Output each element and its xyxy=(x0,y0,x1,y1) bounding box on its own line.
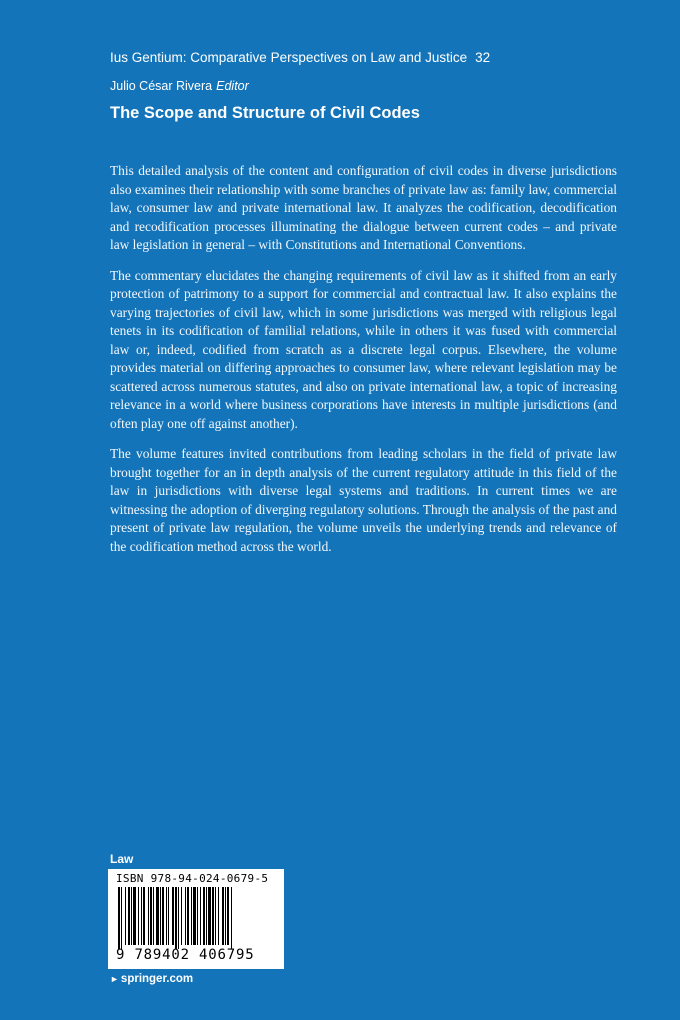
series-name: Ius Gentium: Comparative Perspectives on Law and Justice xyxy=(110,50,468,65)
barcode-bar xyxy=(121,887,122,949)
barcode-bar xyxy=(156,887,159,945)
barcode-bar xyxy=(131,887,132,945)
publisher-url: springer.com xyxy=(120,973,194,985)
barcode-bar xyxy=(166,887,167,945)
barcode-bar xyxy=(125,887,126,945)
barcode-bar xyxy=(133,887,136,945)
barcode-box xyxy=(108,869,284,969)
barcode-bar xyxy=(218,887,219,945)
barcode-bar xyxy=(222,887,224,945)
barcode-bar xyxy=(187,887,189,945)
barcode-bar xyxy=(168,887,169,945)
barcode-bar xyxy=(162,887,164,945)
barcode-bar xyxy=(148,887,149,945)
barcode-bar xyxy=(206,887,207,945)
barcode-bar xyxy=(227,887,229,945)
isbn-label: ISBN 978-94-024-0679-5 xyxy=(116,872,269,885)
subject-label: Law xyxy=(110,852,134,866)
blurb xyxy=(110,162,617,568)
series-volume: 32 xyxy=(475,50,491,65)
barcode-bar xyxy=(150,887,152,945)
blurb-paragraph: This detailed analysis of the content and configuration of civil codes in diverse jurisdictions also examines their relationship with some branches of private law as: family law, commercial law, consumer law and private international law. It analyzes the codification, decodification and recodification processes illuminating the dialogue between current codes – and private law legislation in general – with Constitutions and International Conventions. xyxy=(110,163,617,252)
series-line xyxy=(110,50,490,65)
barcode-bar xyxy=(128,887,130,945)
barcode-bar xyxy=(197,887,198,945)
barcode-bar xyxy=(118,887,120,949)
barcode-bar xyxy=(200,887,201,945)
barcode-bar xyxy=(143,887,145,945)
barcode-bar xyxy=(191,887,192,945)
barcode-bar xyxy=(185,887,186,945)
barcode-image xyxy=(116,887,276,949)
barcode-bar xyxy=(172,887,174,945)
editor-line xyxy=(110,79,249,93)
barcode-bar xyxy=(178,887,179,949)
barcode-bar xyxy=(160,887,161,945)
book-title: The Scope and Structure of Civil Codes xyxy=(110,104,420,122)
barcode-bar xyxy=(225,887,226,945)
barcode-bar xyxy=(175,887,177,949)
barcode-bar xyxy=(212,887,214,945)
arrow-right-icon: ► xyxy=(110,974,119,984)
barcode-bar xyxy=(231,887,232,949)
barcode-bar xyxy=(215,887,216,945)
publisher-link[interactable] xyxy=(110,973,193,985)
barcode-bar xyxy=(181,887,182,945)
barcode-bar xyxy=(141,887,142,945)
ean-number: 9 789402 406795 xyxy=(116,947,255,963)
barcode-bar xyxy=(208,887,211,945)
editor-name: Julio César Rivera xyxy=(110,79,213,93)
blurb-paragraph: The commentary elucidates the changing requirements of civil law as it shifted from an early protection of patrimony to a support for commercial and contractual law. It also explains the varying trajectories of civil law, which in some jurisdictions was merged with religious legal tenets in its codification of familial relations, while in others it was fused with commercial law or, indeed, codified from scratch as a discrete legal corpus. Elsewhere, the volume provides material on differing approaches to consumer law, where relevant legislation may be scattered across numerous statutes, and also on private international law, a topic of increasing relevance in a world where business corporations have interests in multiple jurisdictions (and often play one off against another). xyxy=(110,267,617,431)
editor-role: Editor xyxy=(216,79,249,93)
barcode-bar xyxy=(203,887,205,945)
barcode-bar xyxy=(138,887,139,945)
barcode-bar xyxy=(193,887,196,945)
barcode-bar xyxy=(153,887,154,945)
blurb-paragraph: The volume features invited contributions from leading scholars in the field of private law brought together for an in depth analysis of the current regulatory attitude in this field of the law in jurisdictions with diverse legal systems and traditions. In current times we are witnessing the adoption of diverging regulatory solutions. Through the analysis of the past and present of private law regulation, the volume unveils the underlying trends and relevance of the codification method across the world. xyxy=(110,446,617,554)
